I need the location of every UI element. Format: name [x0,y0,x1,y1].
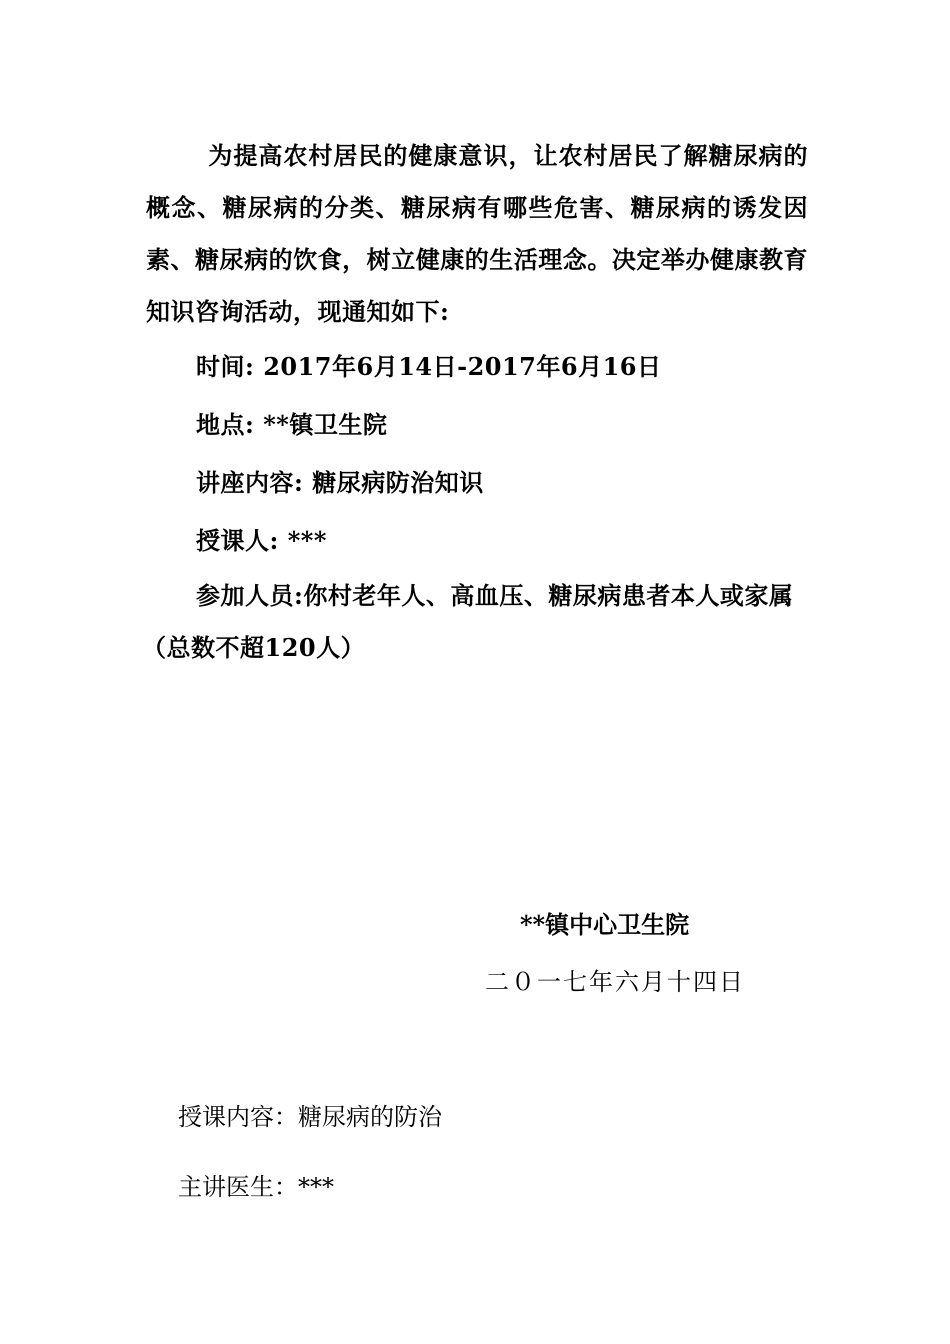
participants-line-1: 参加人员:你村老年人、高血压、糖尿病患者本人或家属 [196,581,794,610]
signature-organization: **镇中心卫生院 [520,910,690,939]
lecture-topic: 讲座内容: 糖尿病防治知识 [196,468,484,497]
notice-body [142,130,808,674]
lead-doctor: 主讲医生：*** [178,1173,334,1201]
lecturer: 授课人: *** [196,526,327,555]
event-place: 地点: **镇卫生院 [196,410,388,439]
signature-date: 二０一七年六月十四日 [485,968,745,996]
participants-line-2: （总数不超120人） [142,633,366,662]
event-time: 时间: 2017年6月14日-2017年6月16日 [196,352,662,381]
participants [142,570,808,674]
intro-paragraph: 为提高农村居民的健康意识，让农村居民了解糖尿病的概念、糖尿病的分类、糖尿病有哪些危害、糖尿病的诱发因素、糖尿病的饮食，树立健康的生活理念。决定举办健康教育知识咨询活动，现通知如下: [146,141,808,326]
course-content: 授课内容：糖尿病的防治 [178,1103,442,1131]
